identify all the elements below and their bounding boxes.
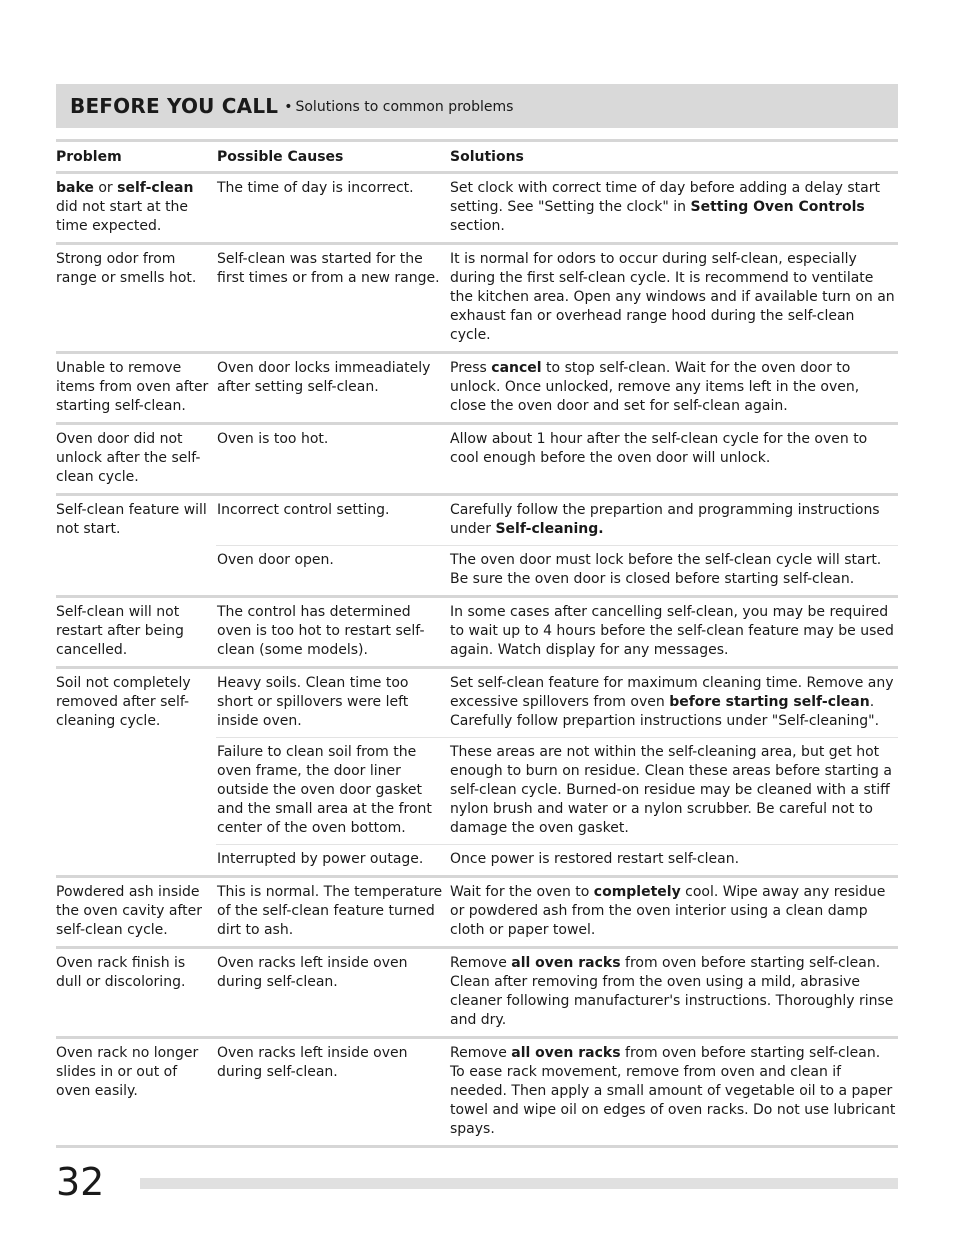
solution-cell: Remove all oven racks from oven before starting self-clean. Clean after removing from the oven using a mild, abrasive cleaner following manufacturer's instructions. Thoroughly rinse and dry. bbox=[448, 948, 898, 1038]
problem-cell: Unable to remove items from oven after starting self-clean. bbox=[56, 353, 216, 424]
solution-cell: These areas are not within the self-cleaning area, but get hot enough to burn on residue. Clean these areas before starting a self-clean cycle. Burned-on residue may be cleaned with a stiff nylon brush and water or a nylon scrubber. Be careful not to damage the oven gasket. bbox=[448, 738, 898, 845]
cause-cell: Heavy soils. Clean time too short or spillovers were left inside oven. bbox=[216, 668, 448, 738]
cause-cell: Self-clean was started for the first times or from a new range. bbox=[216, 244, 448, 353]
troubleshooting-table bbox=[56, 139, 898, 1148]
cause-cell: The control has determined oven is too hot to restart self-clean (some models). bbox=[216, 597, 448, 668]
solution-cell: The oven door must lock before the self-clean cycle will start. Be sure the oven door is closed before starting self-clean. bbox=[448, 546, 898, 597]
table-row bbox=[56, 668, 898, 738]
problem-cell: Strong odor from range or smells hot. bbox=[56, 244, 216, 353]
table-row bbox=[56, 173, 898, 244]
column-header-causes: Possible Causes bbox=[216, 141, 448, 173]
table-row bbox=[56, 424, 898, 495]
solution-cell: Once power is restored restart self-clean. bbox=[448, 845, 898, 877]
table-header-row bbox=[56, 141, 898, 173]
solution-cell: In some cases after cancelling self-clean, you may be required to wait up to 4 hours before the self-clean feature may be used again. Watch display for any messages. bbox=[448, 597, 898, 668]
section-title: BEFORE YOU CALL bbox=[70, 94, 279, 118]
table-row bbox=[56, 495, 898, 546]
table-row bbox=[56, 948, 898, 1038]
solution-cell: Wait for the oven to completely cool. Wipe away any residue or powdered ash from the oven interior using a clean damp cloth or paper towel. bbox=[448, 877, 898, 948]
cause-cell: Oven door open. bbox=[216, 546, 448, 597]
solution-cell: Set clock with correct time of day before adding a delay start setting. See "Setting the clock" in Setting Oven Controls section. bbox=[448, 173, 898, 244]
cause-cell: Oven is too hot. bbox=[216, 424, 448, 495]
solution-cell: It is normal for odors to occur during self-clean, especially during the first self-clean cycle. It is recommend to ventilate the kitchen area. Open any windows and if available turn on an exhaust fan or overhead range hood during the self-clean cycle. bbox=[448, 244, 898, 353]
cause-cell: Incorrect control setting. bbox=[216, 495, 448, 546]
cause-cell: Oven racks left inside oven during self-clean. bbox=[216, 1038, 448, 1147]
solution-cell: Remove all oven racks from oven before starting self-clean. To ease rack movement, remove from oven and clean if needed. Then apply a small amount of vegetable oil to a paper towel and wipe oil on edges of oven racks. Do not use lubricant spays. bbox=[448, 1038, 898, 1147]
page-number: 32 bbox=[56, 1160, 105, 1204]
problem-cell: bake or self-clean did not start at the time expected. bbox=[56, 173, 216, 244]
solution-cell: Carefully follow the prepartion and programming instructions under Self-cleaning. bbox=[448, 495, 898, 546]
table-row bbox=[56, 1038, 898, 1147]
table-row bbox=[56, 244, 898, 353]
table-row bbox=[56, 877, 898, 948]
problem-cell: Powdered ash inside the oven cavity after self-clean cycle. bbox=[56, 877, 216, 948]
footer-rule bbox=[140, 1178, 898, 1189]
cause-cell: Oven door locks immeadiately after setting self-clean. bbox=[216, 353, 448, 424]
solution-cell: Set self-clean feature for maximum cleaning time. Remove any excessive spillovers from oven before starting self-clean. Carefully follow prepartion instructions under "Self-cleaning". bbox=[448, 668, 898, 738]
section-subtitle: Solutions to common problems bbox=[295, 99, 514, 115]
solution-cell: Allow about 1 hour after the self-clean cycle for the oven to cool enough before the oven door will unlock. bbox=[448, 424, 898, 495]
cause-cell: This is normal. The temperature of the self-clean feature turned dirt to ash. bbox=[216, 877, 448, 948]
cause-cell: The time of day is incorrect. bbox=[216, 173, 448, 244]
problem-cell: Oven door did not unlock after the self-clean cycle. bbox=[56, 424, 216, 495]
column-header-problem: Problem bbox=[56, 141, 216, 173]
problem-cell: Oven rack no longer slides in or out of oven easily. bbox=[56, 1038, 216, 1147]
bullet-separator: • bbox=[284, 99, 293, 115]
problem-cell: Self-clean will not restart after being cancelled. bbox=[56, 597, 216, 668]
table-row bbox=[56, 353, 898, 424]
section-header bbox=[56, 84, 898, 128]
problem-cell: Soil not completely removed after self-cleaning cycle. bbox=[56, 668, 216, 877]
problem-cell: Self-clean feature will not start. bbox=[56, 495, 216, 597]
column-header-solutions: Solutions bbox=[448, 141, 898, 173]
table-row bbox=[56, 597, 898, 668]
solution-cell: Press cancel to stop self-clean. Wait for the oven door to unlock. Once unlocked, remove any items left in the oven, close the oven door and set for self-clean again. bbox=[448, 353, 898, 424]
cause-cell: Interrupted by power outage. bbox=[216, 845, 448, 877]
cause-cell: Failure to clean soil from the oven frame, the door liner outside the oven door gasket and the small area at the front center of the oven bottom. bbox=[216, 738, 448, 845]
cause-cell: Oven racks left inside oven during self-clean. bbox=[216, 948, 448, 1038]
problem-cell: Oven rack finish is dull or discoloring. bbox=[56, 948, 216, 1038]
